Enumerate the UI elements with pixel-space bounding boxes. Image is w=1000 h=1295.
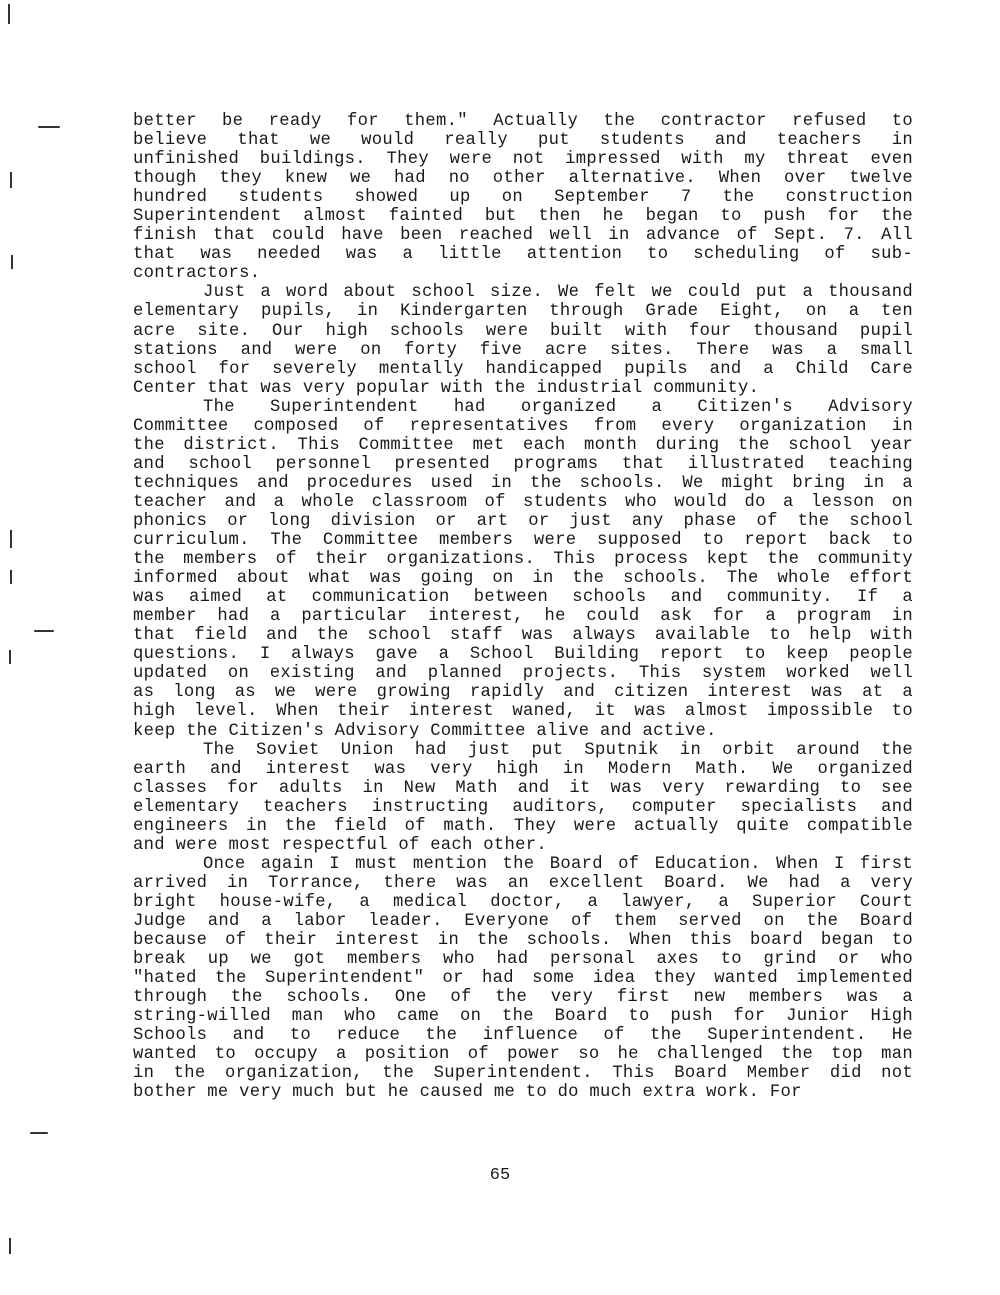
text-line: hundred students showed up on September 7 the construction <box>133 188 913 208</box>
text-line: classes for adults in New Math and it was very rewarding to see <box>133 778 913 798</box>
scan-margin-mark <box>10 530 12 548</box>
text-line: wanted to occupy a position of power so he challenged the top man <box>133 1045 913 1065</box>
text-line: techniques and procedures used in the schools. We might bring in a <box>133 473 913 493</box>
text-line: teacher and a whole classroom of students who would do a lesson on <box>133 492 913 512</box>
text-line: Committee composed of representatives from every organization in <box>133 416 913 436</box>
text-line: Judge and a labor leader. Everyone of them served on the Board <box>133 911 913 931</box>
text-line: though they knew we had no other alternative. When over twelve <box>133 169 913 189</box>
scan-margin-mark <box>10 172 12 188</box>
text-line: phonics or long division or art or just any phase of the school <box>133 511 913 531</box>
paragraph <box>133 283 913 397</box>
text-line: in the organization, the Superintendent. This Board Member did not <box>133 1064 913 1084</box>
text-line: arrived in Torrance, there was an excellent Board. We had a very <box>133 873 913 893</box>
text-line: engineers in the field of math. They were actually quite compatible <box>133 816 913 836</box>
text-line: break up we got members who had personal axes to grind or who <box>133 950 913 970</box>
text-line: was aimed at communication between schools and community. If a <box>133 588 913 608</box>
text-line: bright house-wife, a medical doctor, a lawyer, a Superior Court <box>133 892 913 912</box>
scan-margin-mark <box>9 650 11 664</box>
text-line: curriculum. The Committee members were supposed to report back to <box>133 531 913 551</box>
text-line: updated on existing and planned projects. This system worked well <box>133 664 913 684</box>
text-line: better be ready for them." Actually the contractor refused to <box>133 112 913 131</box>
text-line: that field and the school staff was always available to help with <box>133 626 913 646</box>
scan-margin-mark <box>8 4 10 24</box>
text-line: elementary pupils, in Kindergarten through Grade Eight, on a ten <box>133 302 913 322</box>
scan-margin-mark <box>38 126 60 128</box>
text-line: the district. This Committee met each month during the school year <box>133 435 913 455</box>
paragraph <box>133 855 913 1103</box>
text-line: the members of their organizations. This process kept the community <box>133 550 913 570</box>
text-line: "hated the Superintendent" or had some idea they wanted implemented <box>133 969 913 989</box>
text-line: The Soviet Union had just put Sputnik in orbit around the <box>203 740 913 760</box>
scan-margin-mark <box>11 255 13 269</box>
text-line: and were most respectful of each other. <box>133 835 547 855</box>
text-line: school for severely mentally handicapped pupils and a Child Care <box>133 359 913 379</box>
paragraph <box>133 112 913 283</box>
text-line: Once again I must mention the Board of Education. When I first <box>203 854 913 874</box>
text-line: that was needed was a little attention to scheduling of sub- <box>133 245 913 265</box>
text-line: acre site. Our high schools were built with four thousand pupil <box>133 321 913 341</box>
scan-margin-mark <box>10 570 12 584</box>
text-line: believe that we would really put students and teachers in <box>133 131 913 151</box>
text-line: bother me very much but he caused me to do much extra work. For <box>133 1083 802 1103</box>
text-line: Just a word about school size. We felt we could put a thousand <box>203 283 913 303</box>
text-line: informed about what was going on in the schools. The whole effort <box>133 569 913 589</box>
text-line: unfinished buildings. They were not impressed with my threat even <box>133 150 913 170</box>
body-text <box>133 112 913 1102</box>
scan-margin-mark <box>9 1238 11 1254</box>
text-line: high level. When their interest waned, it was almost impossible to <box>133 702 913 722</box>
text-line: contractors. <box>133 264 261 284</box>
text-line: elementary teachers instructing auditors, computer specialists and <box>133 797 913 817</box>
text-line: member had a particular interest, he could ask for a program in <box>133 607 913 627</box>
scan-margin-mark <box>30 1132 48 1134</box>
text-line: The Superintendent had organized a Citizen's Advisory <box>203 397 913 417</box>
text-line: questions. I always gave a School Building report to keep people <box>133 645 913 665</box>
paragraph <box>133 741 913 855</box>
text-line: string-willed man who came on the Board to push for Junior High <box>133 1007 913 1027</box>
text-line: earth and interest was very high in Modern Math. We organized <box>133 759 913 779</box>
page-number: 65 <box>489 1166 511 1185</box>
text-line: because of their interest in the schools. When this board began to <box>133 931 913 951</box>
text-line: finish that could have been reached well in advance of Sept. 7. All <box>133 226 913 246</box>
paragraph <box>133 398 913 741</box>
text-line: Schools and to reduce the influence of the Superintendent. He <box>133 1026 913 1046</box>
text-line: keep the Citizen's Advisory Committee alive and active. <box>133 721 717 741</box>
text-line: stations and were on forty five acre sites. There was a small <box>133 340 913 360</box>
text-line: and school personnel presented programs that illustrated teaching <box>133 454 913 474</box>
text-line: through the schools. One of the very first new members was a <box>133 988 913 1008</box>
scan-margin-mark <box>34 630 54 632</box>
text-line: Superintendent almost fainted but then he began to push for the <box>133 207 913 227</box>
text-line: Center that was very popular with the industrial community. <box>133 378 760 398</box>
text-line: as long as we were growing rapidly and citizen interest was at a <box>133 683 913 703</box>
